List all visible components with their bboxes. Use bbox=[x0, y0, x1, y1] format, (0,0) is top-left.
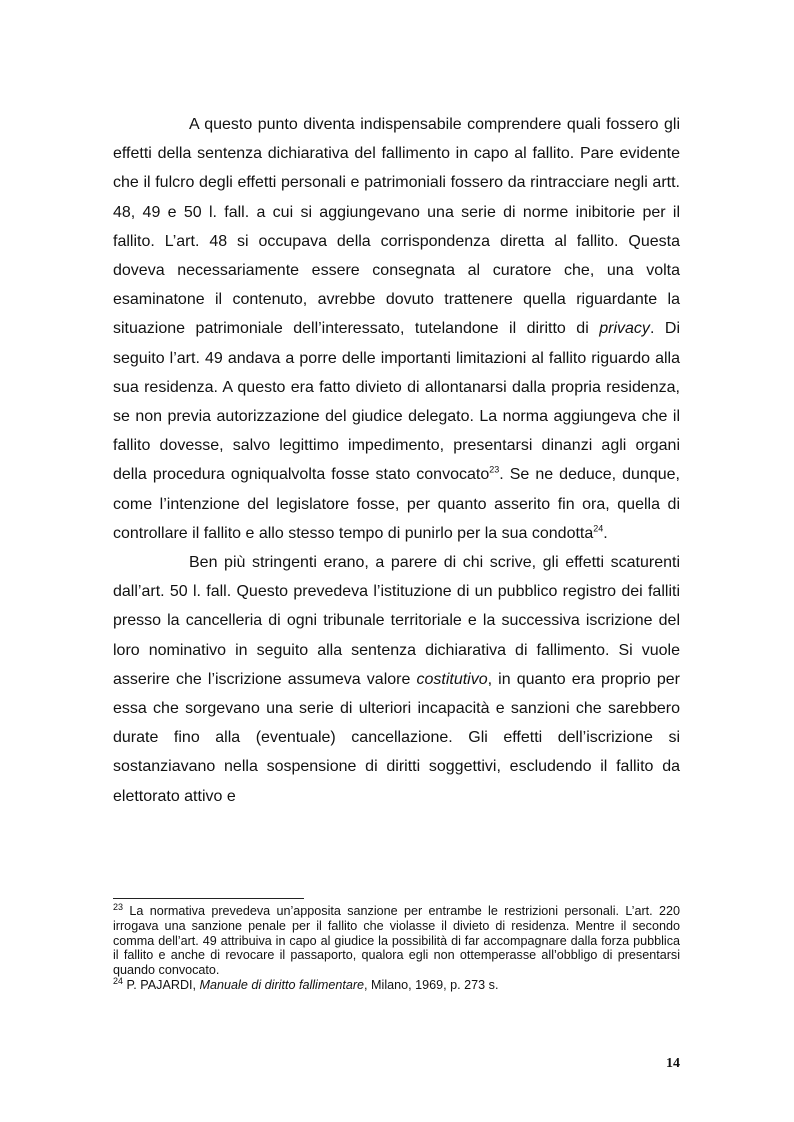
footnotes bbox=[113, 901, 680, 993]
text-segment: Ben più stringenti erano, a parere di chi scrive, gli effetti scaturenti dall’art. 50 l. fall. Questo prevedeva l’istituzione di un pubblico registro dei falliti presso la cancelleria di ogni tribunale territoriale e la successiva iscrizione del loro nominativo in seguito alla sentenza dichiarativa di fallimento. Si vuole asserire che l’iscrizione assumeva valore bbox=[113, 554, 680, 688]
main-text bbox=[113, 110, 680, 811]
footnote-separator bbox=[113, 898, 304, 899]
italic-term-privacy: privacy bbox=[599, 320, 650, 338]
page-number: 14 bbox=[666, 1056, 680, 1071]
paragraph-2 bbox=[113, 548, 680, 811]
paragraph-1 bbox=[113, 110, 680, 548]
text-segment: . Di seguito l’art. 49 andava a porre delle importanti limitazioni al fallito riguardo alla sua residenza. A questo era fatto divieto di allontanarsi dalla propria residenza, se non previa autorizzazione del giudice delegato. La norma aggiungeva che il fallito dovesse, salvo legittimo impedimento, presentarsi dinanzi agli organi della procedura ogniqualvolta fosse stato convocato bbox=[113, 320, 680, 484]
text-segment: . Se ne deduce, dunque, come l’intenzione del legislatore fosse, per quanto asserito fin ora, quella di controllare il fallito e allo stesso tempo di punirlo per la sua condotta bbox=[113, 466, 680, 542]
footnote-ref-24[interactable]: 24 bbox=[593, 523, 604, 534]
text-segment: A questo punto diventa indispensabile comprendere quali fossero gli effetti della sentenza dichiarativa del fallimento in capo al fallito. Pare evidente che il fulcro degli effetti personali e patrimoniali fossero da rintracciare negli artt. 48, 49 e 50 l. fall. a cui si aggiungevano una serie di norme inibitorie per il fallito. L’art. 48 si occupava della corrispondenza diretta al fallito. Questa doveva necessariamente essere consegnata al curatore che, una volta esaminatone il contenuto, avrebbe dovuto trattenere quella riguardante la situazione patrimoniale dell’interessato, tutelandone il diritto di bbox=[113, 116, 680, 338]
footnote-24 bbox=[113, 975, 680, 993]
footnote-text: La normativa prevedeva un’apposita sanzione per entrambe le restrizioni personali. L’art. 220 irrogava una sanzione penale per il fallito che violasse il divieto di residenza. Mentre il secondo comma dell’art. 49 attribuiva in capo al giudice la possibilità di far accompagnare dalla forza pubblica il fallito e anche di revocare il passaporto, qualora egli non ottemperasse all’obbligo di presentarsi quando convocato. bbox=[113, 904, 680, 978]
text-segment: , in quanto era proprio per essa che sorgevano una serie di ulteriori incapacità e sanzioni che sarebbero durate fino alla (eventuale) cancellazione. Gli effetti dell’iscrizione si sostanziavano nella sospensione di diritti soggettivi, escludendo il fallito da elettorato attivo e bbox=[113, 670, 680, 805]
footnote-text: , Milano, 1969, p. 273 s. bbox=[364, 977, 499, 992]
text-segment: . bbox=[603, 524, 608, 542]
footnote-text: P. PAJARDI, bbox=[123, 977, 200, 992]
footnote-number: 24 bbox=[113, 975, 124, 986]
footnote-book-title: Manuale di diritto fallimentare bbox=[199, 977, 365, 992]
italic-term-costitutivo: costitutivo bbox=[416, 670, 488, 688]
footnote-number: 23 bbox=[113, 901, 124, 912]
footnote-ref-23[interactable]: 23 bbox=[489, 465, 500, 476]
footnote-23 bbox=[113, 901, 680, 978]
